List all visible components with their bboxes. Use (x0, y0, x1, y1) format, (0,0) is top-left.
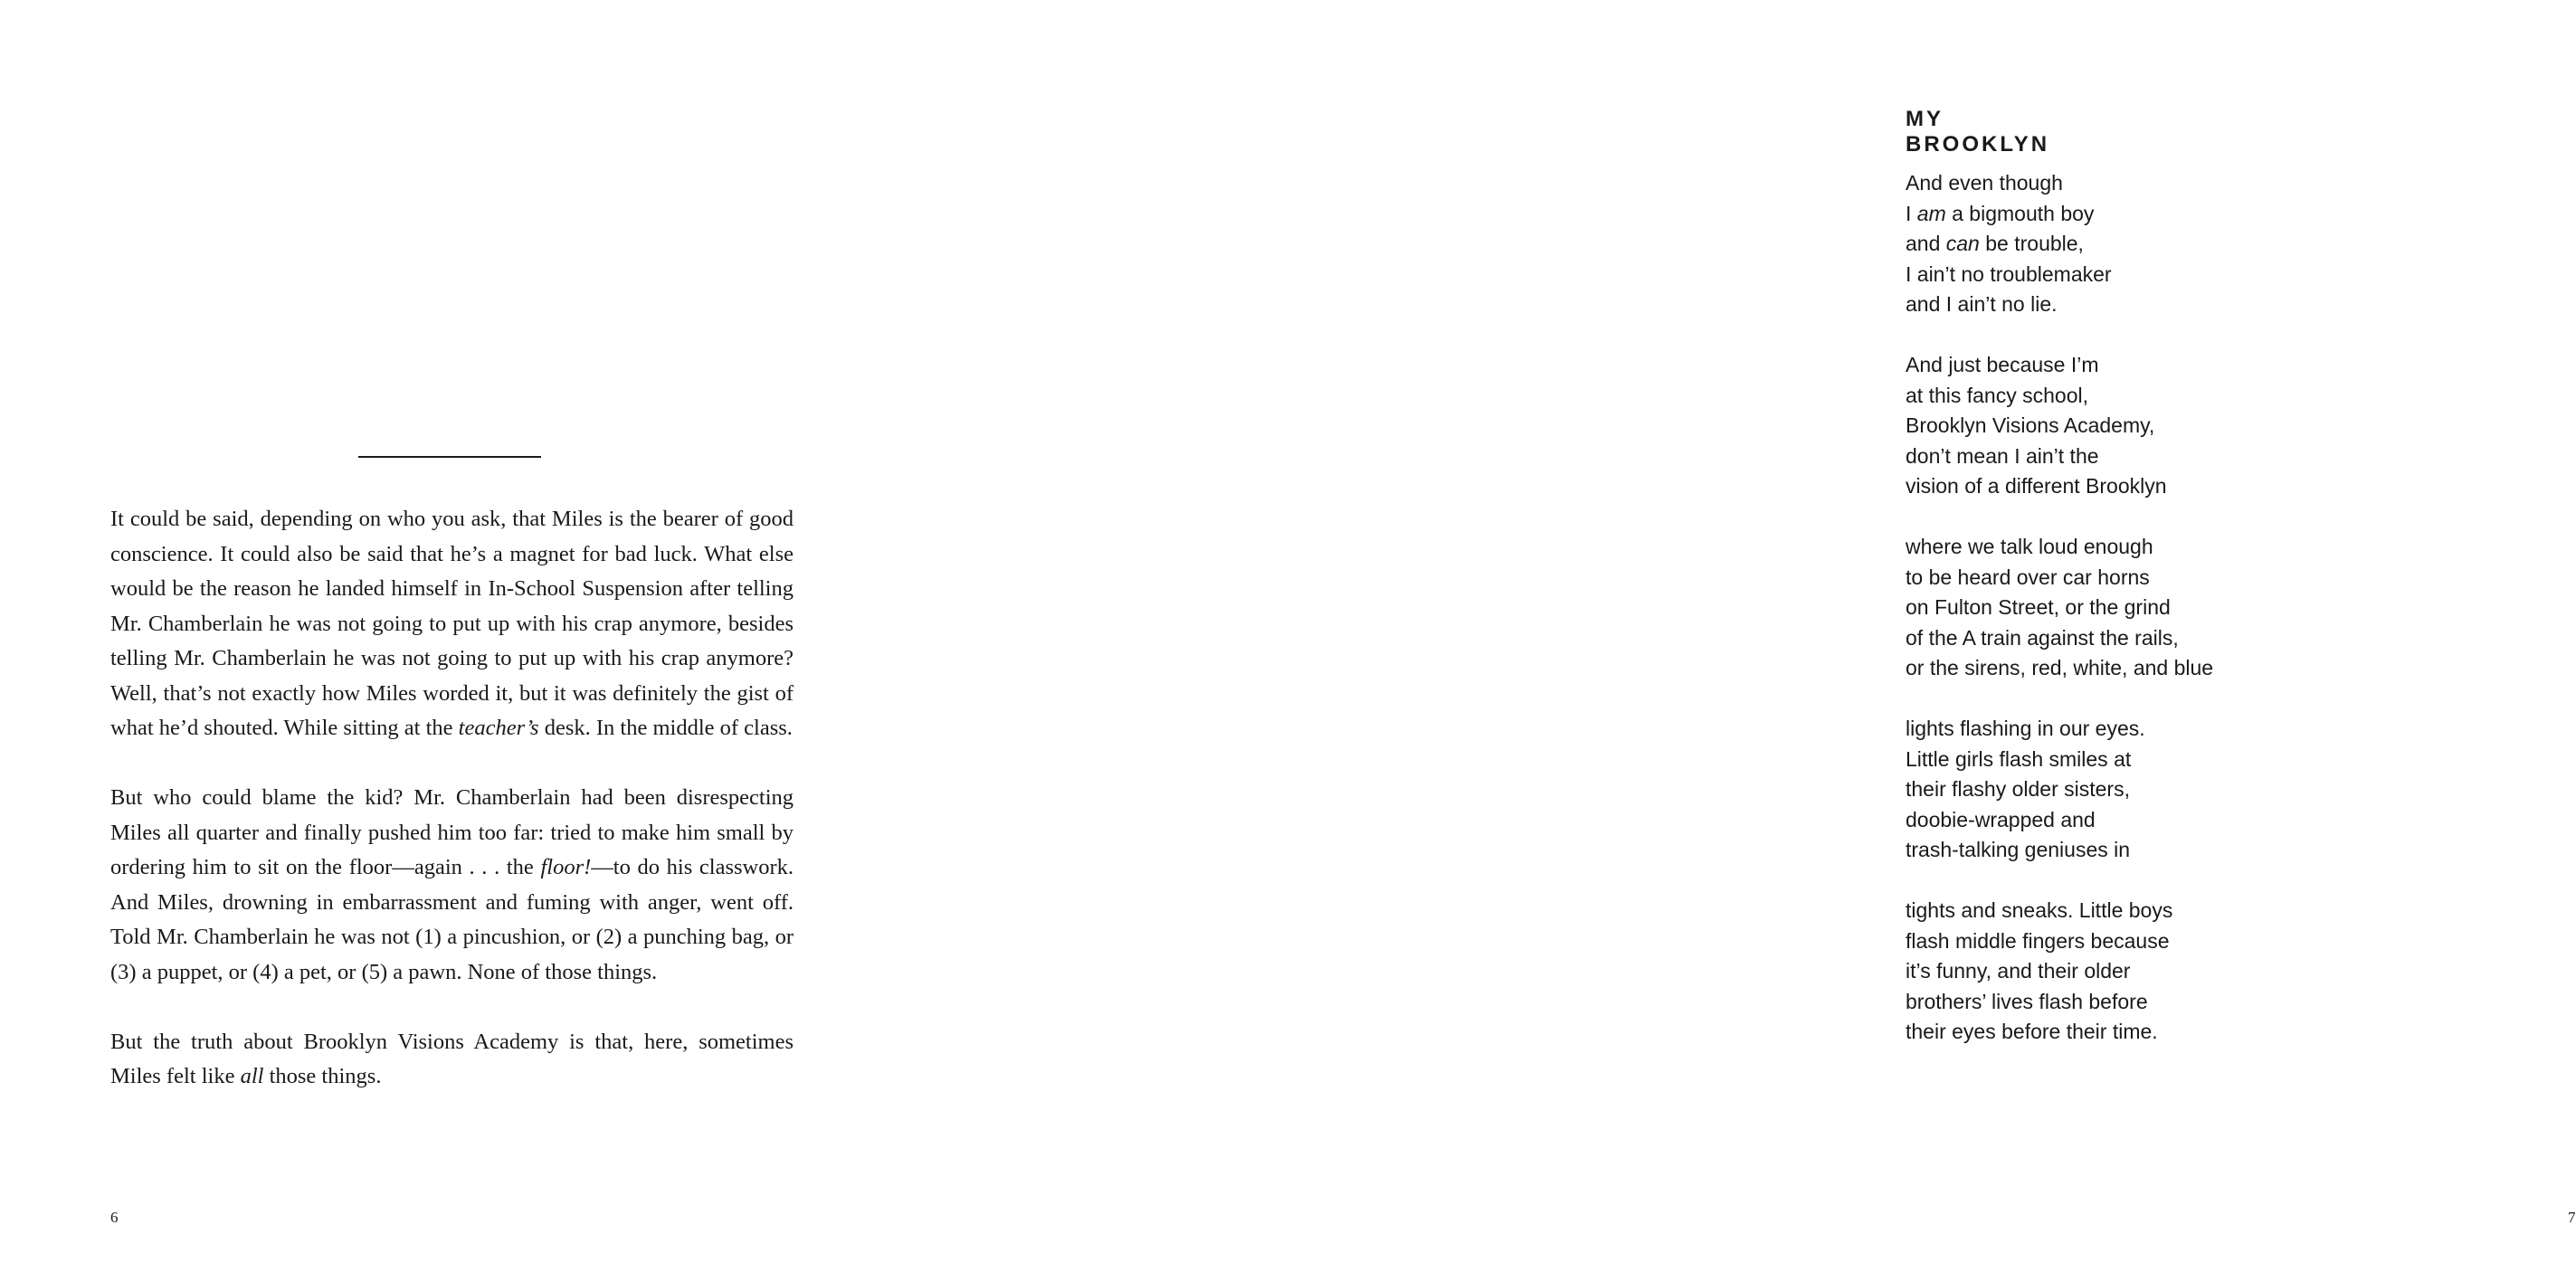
text-run: at this fancy school, (1906, 383, 2088, 407)
text-run: those things. (263, 1064, 382, 1088)
paragraph (110, 502, 794, 746)
poem-line (1906, 987, 2213, 1018)
text-run: and I ain’t no lie. (1906, 292, 2058, 316)
poem-title: MY BROOKLYN (1906, 107, 2050, 157)
text-run: of the A train against the rails, (1906, 625, 2179, 650)
poem-line (1906, 956, 2213, 987)
poem-line (1906, 381, 2213, 412)
text-run: brothers’ lives flash before (1906, 989, 2148, 1013)
poem-line (1906, 745, 2213, 775)
text-run: where we talk loud enough (1906, 535, 2153, 558)
text-run: It could be said, depending on who you ask, that Miles is the bearer of good conscience. It could also be said that he’s a magnet for bad luck. What else would be the reason he landed himself in In-School Suspension after telling Mr. Chamberlain he was not going to put up with his crap anymore, besides telling Mr. Chamberlain he was not going to put up with his crap anymore? Well, that’s not exactly how Miles worded it, but it was definitely the gist of what he’d shouted. While sitting at the (110, 507, 794, 740)
poem-line (1906, 442, 2213, 472)
italic-text: all (240, 1064, 264, 1088)
italic-text: floor! (540, 855, 592, 879)
text-run: Little girls flash smiles at (1906, 746, 2132, 771)
page-number-left: 6 (110, 1209, 119, 1226)
poem-line (1906, 774, 2213, 805)
poem-line (1906, 805, 2213, 836)
italic-text: teacher’s (458, 716, 539, 740)
text-run: I ain’t no troublemaker (1906, 261, 2112, 286)
poem-stanza (1906, 714, 2213, 866)
poem-line (1906, 623, 2213, 654)
text-run: their flashy older sisters, (1906, 777, 2130, 801)
poem-line (1906, 563, 2213, 594)
text-run: and (1906, 232, 1946, 255)
section-divider-rule (358, 456, 541, 458)
page-number-right: 7 (2568, 1209, 2576, 1226)
poem-line (1906, 835, 2213, 866)
text-run: And even though (1906, 171, 2063, 195)
text-run: don’t mean I ain’t the (1906, 443, 2099, 468)
poem-body (1906, 168, 2213, 1048)
poem-stanza (1906, 350, 2213, 502)
poem-line (1906, 229, 2213, 260)
left-page (0, 0, 892, 1263)
text-run: vision of a different Brooklyn (1906, 474, 2167, 498)
poem-line (1906, 593, 2213, 623)
poem-stanza (1906, 532, 2213, 684)
text-run: to be heard over car horns (1906, 565, 2150, 589)
text-run: on Fulton Street, or the grind (1906, 595, 2171, 619)
text-run: I (1906, 201, 1917, 225)
text-run: desk. In the middle of class. (538, 716, 793, 740)
text-run: a bigmouth boy (1945, 201, 2095, 225)
text-run: it’s funny, and their older (1906, 959, 2131, 983)
text-run: be trouble, (1979, 232, 2084, 255)
poem-line (1906, 411, 2213, 442)
text-run: tights and sneaks. Little boys (1906, 898, 2173, 922)
poem-line (1906, 896, 2213, 926)
poem-line (1906, 471, 2213, 502)
poem-line (1906, 653, 2213, 684)
paragraph (110, 1025, 794, 1095)
text-run: flash middle fingers because (1906, 928, 2170, 953)
text-run: —to do his classwork. And Miles, drowning in embarrassment and fuming with anger, went off. Told Mr. Chamberlain he was not (1) a pincushion, or (2) a punching bag, or (3) a puppet, or (4) a pet, or (5) a pawn. None of those things. (110, 855, 794, 984)
italic-text: can (1945, 232, 1980, 255)
text-run: doobie-wrapped and (1906, 807, 2096, 831)
text-run: And just because I’m (1906, 353, 2099, 376)
right-page (892, 0, 2576, 1263)
italic-text: am (1916, 201, 1946, 225)
poem-line (1906, 714, 2213, 745)
prose-text (110, 502, 794, 1095)
poem-line (1906, 168, 2213, 199)
text-run: their eyes before their time. (1906, 1020, 2158, 1043)
poem-line (1906, 290, 2213, 320)
text-run: or the sirens, red, white, and blue (1906, 656, 2214, 679)
poem-stanza (1906, 168, 2213, 320)
text-run: lights flashing in our eyes. (1906, 717, 2145, 740)
paragraph (110, 781, 794, 990)
poem-line (1906, 926, 2213, 957)
text-run: trash-talking geniuses in (1906, 838, 2131, 861)
text-run: But who could blame the kid? Mr. Chamberlain had been disrespecting Miles all quarter and finally pushed him too far: tried to make him small by ordering him to sit on the floor—again . . . the (110, 785, 794, 879)
poem-line (1906, 260, 2213, 290)
poem-stanza (1906, 896, 2213, 1048)
poem-line (1906, 1017, 2213, 1048)
poem-line (1906, 199, 2213, 230)
text-run: But the truth about Brooklyn Visions Academy is that, here, sometimes Miles felt like (110, 1029, 794, 1088)
text-run: Brooklyn Visions Academy, (1906, 413, 2155, 437)
poem-line (1906, 350, 2213, 381)
poem-line (1906, 532, 2213, 563)
